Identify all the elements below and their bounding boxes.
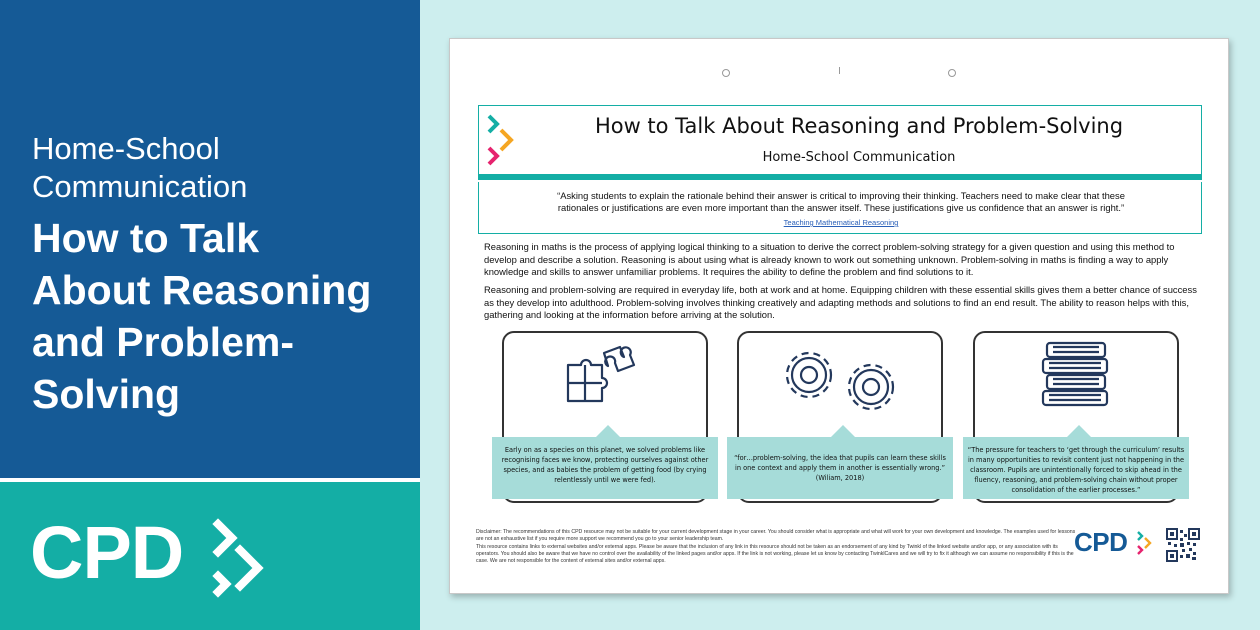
kicker-line: Home-School (32, 131, 220, 166)
document-title: How to Talk About Reasoning and Problem-Solving (594, 114, 1124, 138)
disclaimer: Disclaimer: The recommendations of this CPD resource may not be suitable for your current development stage in your career. You should consider what is appropriate and what will work for your own development and knowledge. The examples used for lessons are not an exhaustive list if you require more support we recommend you go to your senior leadership team. (476, 529, 1076, 542)
page-title (32, 212, 402, 420)
left-panel (0, 0, 420, 630)
quote (499, 190, 1183, 214)
card-text: “for…problem-solving, the idea that pupils can learn these skills in one context and apply them in another is essentially wrong.” (Wiliam, 2018) (734, 454, 946, 482)
title-line: How to Talk (32, 215, 260, 261)
card-text: “The pressure for teachers to ‘get through the curriculum’ results in many opportunities to revisit content just not happening in the classroom. Pupils are unintentionally forced to skip ahead in the fluency, reasoning, and problem-solving chain without proper consolidation of the earlier processes.” (967, 446, 1185, 494)
punch-hole (722, 69, 730, 77)
card-notch (831, 425, 855, 437)
divider (0, 478, 420, 482)
info-card (500, 331, 710, 509)
books-icon (1039, 339, 1115, 419)
qr-code-icon (1166, 528, 1200, 562)
document-subtitle: Home-School Communication (762, 150, 956, 165)
title-line: About Reasoning (32, 267, 372, 313)
fold-mark (839, 67, 840, 74)
punch-hole (948, 69, 956, 77)
document-preview (449, 38, 1229, 594)
info-card (967, 331, 1185, 509)
paragraph: Reasoning and problem-solving are required in everyday life, both at work and at home. Equipping children with these essential skills gives them a better chance of success as they develop into adulthood. Problem-solving involves thinking creatively and adapting methods and solutions to find an end result. The ability to reason helps with this, gathering and looking at the information before arriving at the solution. (484, 284, 1197, 320)
puzzle-icon (562, 339, 642, 419)
kicker (32, 130, 402, 206)
card-text: Early on as a species on this planet, we solved problems like recognising faces we know, protecting ourselves against other species, and as babies the problem of getting food (by crying relentlessly until we were fed). (501, 446, 709, 484)
title-line: Solving (32, 371, 181, 417)
document-header (478, 105, 1202, 180)
quote-source-link[interactable]: Teaching Mathematical Reasoning (783, 218, 899, 227)
kicker-line: Communication (32, 169, 248, 204)
quote-line: rationales or justifications are even more important than the answer itself. These justifications give us confidence that an answer is right.” (557, 202, 1125, 213)
quote-line: “Asking students to explain the rationale behind their answer is critical to improving their thinking. Teachers need to make clear that these (557, 190, 1125, 201)
chevron-icon (485, 112, 521, 166)
title-line: and Problem- (32, 319, 294, 365)
disclaimer: This resource contains links to external websites and/or external apps. Please be aware that the inclusion of any link in this resource should not be taken as an endorsement of any kind by Twinkl of the linked website and/or app, or any association with its operators. You should also be aware that we have no control over the availability of the linked pages and/or apps. If the link is not working, please let us know by contacting TwinklCares and we will try to fix it although we can assume no responsibility if this is the case. We are not responsible for the content of external sites and/or external apps. (476, 544, 1074, 564)
gears-icon (763, 345, 913, 425)
footer-cpd-logo: CPD (1074, 527, 1128, 557)
card-notch (596, 425, 620, 437)
info-card (735, 331, 945, 509)
cpd-logo: CPD (30, 511, 184, 594)
quote-box (478, 182, 1202, 234)
paragraph: Reasoning in maths is the process of applying logical thinking to a situation to derive the correct problem-solving strategy for a given question and using this method to develop and describe a solution. Reasoning is about using what is already known to work out something unknown. Problem-solving in maths is finding a way to apply knowledge and skills to answer unfamiliar problems. It requires the ability to define the problem and find solutions to it. (484, 241, 1175, 277)
card-notch (1067, 425, 1091, 437)
chevron-logo-icon (212, 518, 282, 598)
footer-chevron-icon (1136, 530, 1158, 556)
